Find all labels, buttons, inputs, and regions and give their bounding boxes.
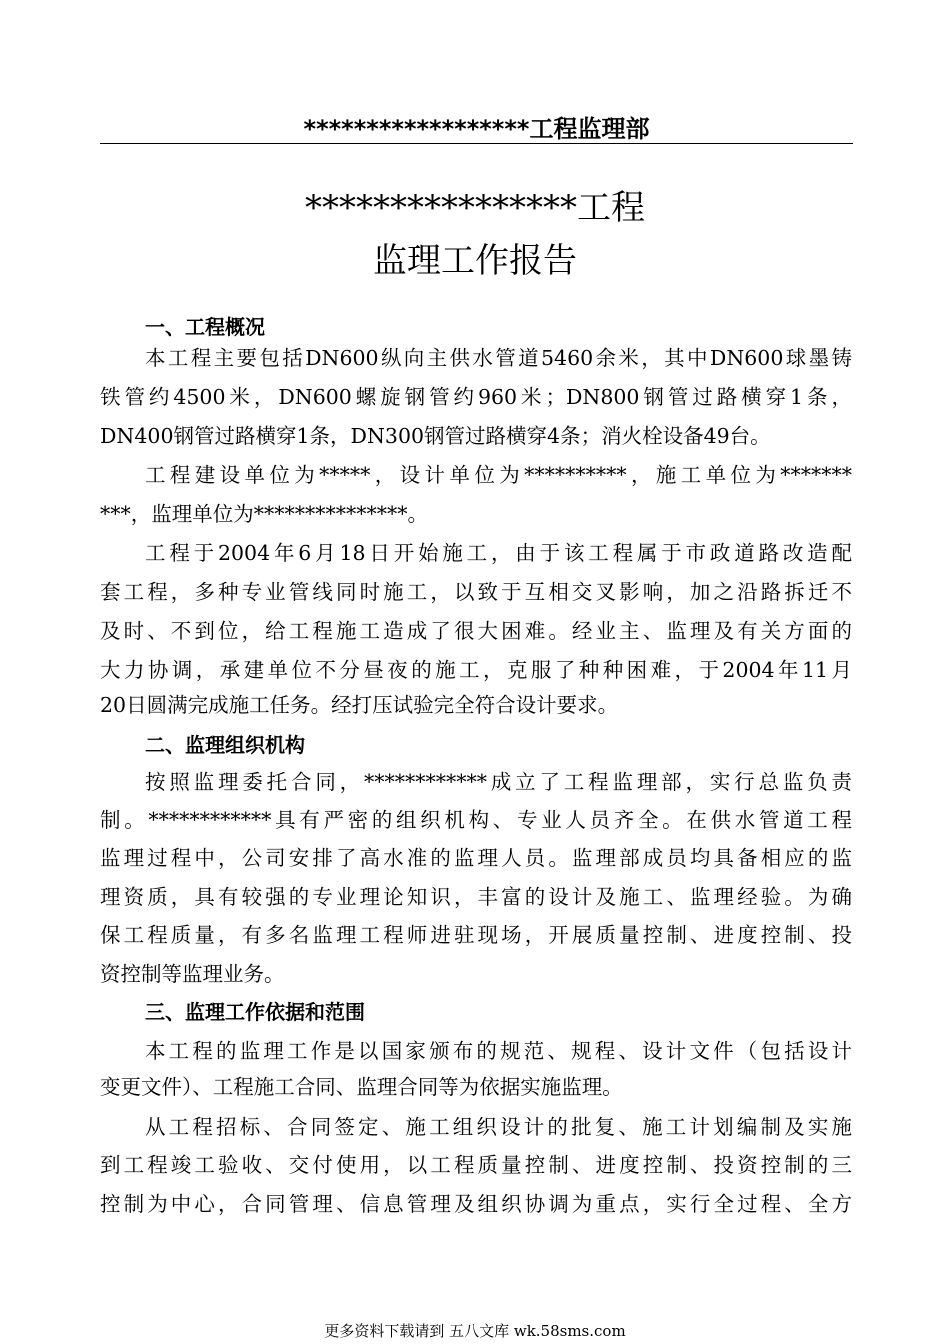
paragraph-line: 本工程主要包括DN600纵向主供水管道5460余米，其中DN600球墨铸 (145, 346, 852, 370)
paragraph-line: 20日圆满完成施工任务。经打压试验完全符合设计要求。 (100, 693, 619, 717)
paragraph-line: 及时、不到位，给工程施工造成了很大困难。经业主、监理及有关方面的 (100, 619, 852, 643)
paragraph-line: 资控制等监理业务。 (100, 962, 285, 986)
paragraph-line: 工程建设单位为*****，设计单位为**********，施工单位为******* (145, 463, 852, 487)
report-title: 监理工作报告 (373, 241, 577, 281)
header-rule (100, 143, 853, 144)
footer-download-note: 更多资料下载请到 五八文库 wk.58sms.com (324, 1322, 626, 1340)
paragraph-line: 从工程招标、合同签定、施工组织设计的批复、施工计划编制及实施 (145, 1115, 852, 1139)
paragraph-line: 理资质，具有较强的专业理论知识，丰富的设计及施工、监理经验。为确 (100, 885, 852, 909)
paragraph-line: 套工程，多种专业管线同时施工，以致于互相交叉影响，加之沿路拆迁不 (100, 580, 852, 604)
project-title: ****************工程 (305, 188, 645, 228)
paragraph-line: 制。************具有严密的组织机构、专业人员齐全。在供水管道工程 (100, 808, 852, 832)
paragraph-line: 铁管约4500米，DN600螺旋钢管约960米；DN800钢管过路横穿1条， (100, 385, 852, 409)
section-heading-organization: 二、监理组织机构 (145, 733, 305, 757)
paragraph-line: 本工程的监理工作是以国家颁布的规范、规程、设计文件（包括设计 (145, 1039, 852, 1063)
paragraph-line: DN400钢管过路横穿1条，DN300钢管过路横穿4条；消火栓设备49台。 (100, 424, 771, 448)
paragraph-line: ***，监理单位为***************。 (100, 502, 428, 526)
header-title: ******************工程监理部 (303, 115, 650, 143)
paragraph-line: 按照监理委托合同，************成立了工程监理部，实行总监负责 (145, 770, 852, 794)
paragraph-line: 大力协调，承建单位不分昼夜的施工，克服了种种困难，于2004年11月 (100, 658, 852, 682)
paragraph-line: 到工程竣工验收、交付使用，以工程质量控制、进度控制、投资控制的三 (100, 1153, 852, 1177)
paragraph-line: 保工程质量，有多名监理工程师进驻现场，开展质量控制、进度控制、投 (100, 923, 852, 947)
paragraph-line: 变更文件）、工程施工合同、监理合同等为依据实施监理。 (100, 1075, 623, 1099)
section-heading-overview: 一、工程概况 (145, 315, 265, 339)
paragraph-line: 工程于2004年6月18日开始施工，由于该工程属于市政道路改造配 (145, 541, 852, 565)
paragraph-line: 控制为中心，合同管理、信息管理及组织协调为重点，实行全过程、全方 (100, 1192, 852, 1216)
section-heading-basis-scope: 三、监理工作依据和范围 (145, 1000, 365, 1024)
paragraph-line: 监理过程中，公司安排了高水准的监理人员。监理部成员均具备相应的监 (100, 846, 852, 870)
